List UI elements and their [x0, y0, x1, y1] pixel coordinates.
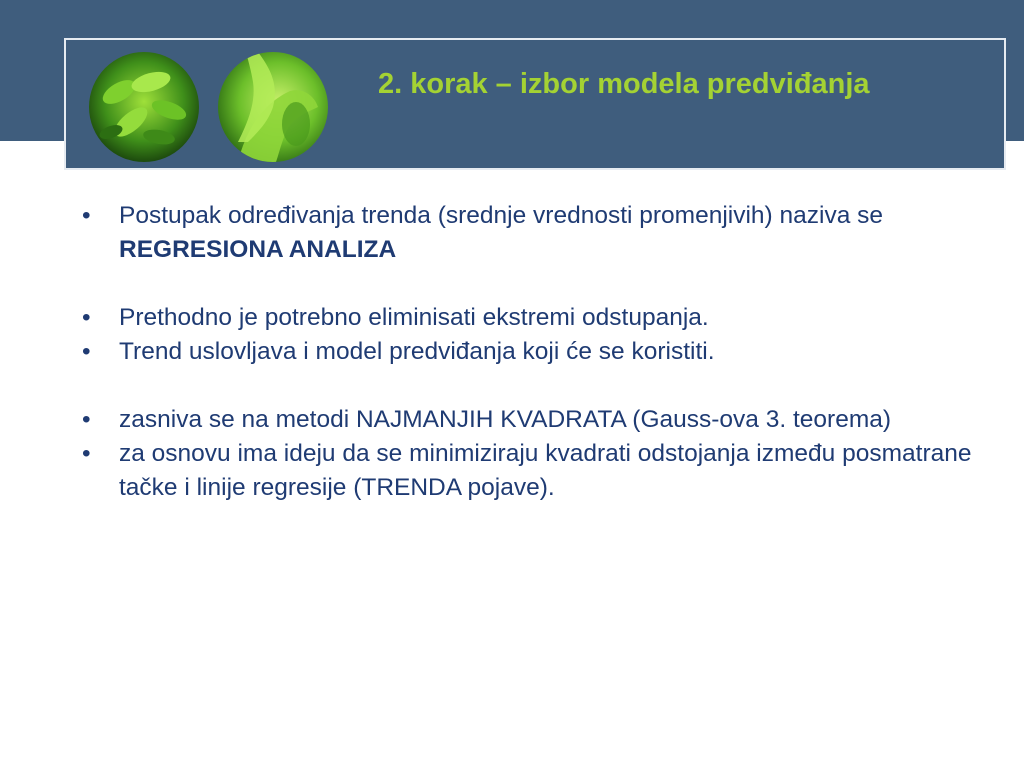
bullet-text: zasniva se na metodi NAJMANJIH KVADRATA (Gauss-ova 3. teorema): [119, 406, 892, 433]
list-item: [82, 335, 982, 369]
plant-photo-circle: [218, 52, 328, 162]
list-item: [82, 437, 982, 505]
list-item: [82, 403, 982, 437]
list-item: [82, 301, 982, 335]
bullet-text: Prethodno je potrebno eliminisati ekstremi odstupanja.: [119, 304, 709, 331]
bullet-icon: •: [82, 304, 91, 331]
header-panel: [64, 38, 1006, 170]
bullet-list: [82, 199, 982, 505]
bullet-icon: •: [82, 338, 91, 365]
bullet-text: za osnovu ima ideju da se minimiziraju kvadrati odstojanja između posmatrane tačke i linije regresije (TRENDA pojave).: [119, 440, 972, 501]
bullet-icon: •: [82, 440, 91, 467]
bullet-text: Trend uslovljava i model predviđanja koji će se koristiti.: [119, 338, 715, 365]
bullet-text: Postupak određivanja trenda (srednje vrednosti promenjivih) naziva se: [119, 202, 883, 229]
slide-title: 2. korak – izbor modela predviđanja: [378, 68, 870, 100]
bullet-icon: •: [82, 202, 91, 229]
bullet-bold-text: REGRESIONA ANALIZA: [119, 236, 397, 263]
list-item: [82, 199, 982, 267]
leaves-photo-circle: [89, 52, 199, 162]
bullet-icon: •: [82, 406, 91, 433]
